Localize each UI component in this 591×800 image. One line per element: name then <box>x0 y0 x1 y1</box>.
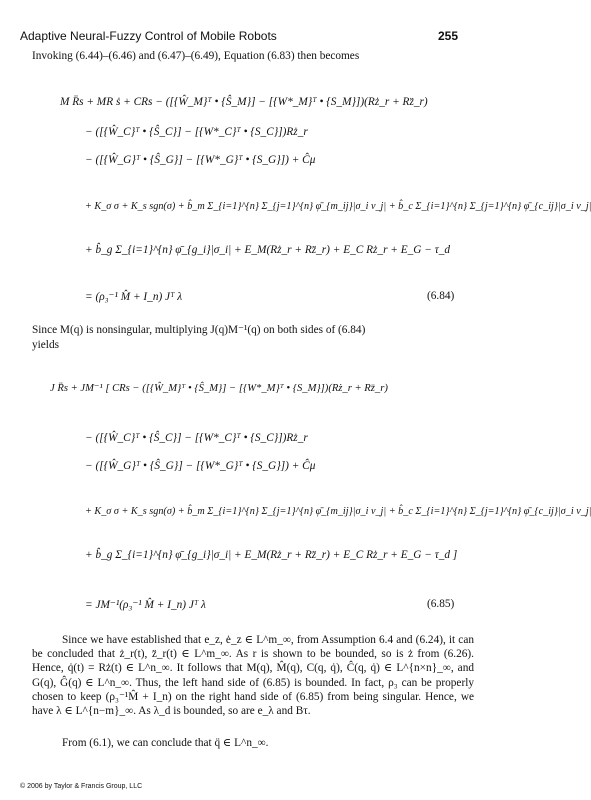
eq685-line6: = JM⁻¹(ρ₃⁻¹ M̂ + I_n) Jᵀ λ <box>85 599 206 611</box>
body-paragraph-2: From (6.1), we can conclude that q̈ ∈ L^n_∞. <box>62 737 269 749</box>
eq685-line3: − ([{Ŵ_G}ᵀ • {Ŝ_G}] − [{W*_G}ᵀ • {S_G}]) + Ĉμ <box>85 460 316 472</box>
body-paragraph-1: Since we have established that e_z, ė_z ∈ L^m_∞, from Assumption 6.4 and (6.24), it can be concluded that ż_r(t), z̈_r(t) ∈ L^m_∞. As r is shown to be bounded, so is ż from (6.26). Hence, q̇(t) = Rż(t) ∈ L^n_∞. It follows that M(q), M̂(q), C(q, q̇), Ĉ(q, q̇) ∈ L^{n×n}_∞, and G(q), Ĝ(q) ∈ L^n_∞. Thus, the left hand side of (6.85) is bounded. In fact, ρ₃ can be properly chosen to keep (ρ₃⁻¹M̂ + I_n) on the right hand side of (6.85) from being singular. Hence, we have λ ∈ L^{n−m}_∞. As λ_d is bounded, so are e_λ and Bτ. <box>32 634 474 718</box>
eq684-line2: − ([{Ŵ_C}ᵀ • {Ŝ_C}] − [{W*_C}ᵀ • {S_C}])Rż_r <box>85 126 308 138</box>
intro-line: Invoking (6.44)–(6.46) and (6.47)–(6.49), Equation (6.83) then becomes <box>32 50 360 62</box>
eq685-line2: − ([{Ŵ_C}ᵀ • {Ŝ_C}] − [{W*_C}ᵀ • {S_C}])Rż_r <box>85 432 308 444</box>
eq684-line6: = (ρ₃⁻¹ M̂ + I_n) Jᵀ λ <box>85 291 183 303</box>
since-line-1: Since M(q) is nonsingular, multiplying J(q)M⁻¹(q) on both sides of (6.84) <box>32 324 366 336</box>
copyright-footer: © 2006 by Taylor & Francis Group, LLC <box>20 783 143 790</box>
running-header-title: Adaptive Neural-Fuzzy Control of Mobile Robots <box>20 29 277 43</box>
eq684-line3: − ([{Ŵ_G}ᵀ • {Ŝ_G}] − [{W*_G}ᵀ • {S_G}]) + Ĉμ <box>85 154 316 166</box>
eq684-tag: (6.84) <box>427 290 455 302</box>
eq685-line5: + b̂_g Σ_{i=1}^{n} φ̄_{g_i}|σ_i| + E_M(Rż_r + Rz̈_r) + E_C Rż_r + E_G − τ_d ] <box>85 549 458 561</box>
page-number: 255 <box>437 29 458 43</box>
eq684-line5: + b̂_g Σ_{i=1}^{n} φ̄_{g_i}|σ_i| + E_M(Rż_r + Rz̈_r) + E_C Rż_r + E_G − τ_d <box>85 244 451 256</box>
eq685-line1: J R̈s + JM⁻¹ [ CRs − ([{Ŵ_M}ᵀ • {Ŝ_M}] − [{W*_M}ᵀ • {S_M}])(Rż_r + Rz̈_r) <box>50 383 388 394</box>
eq685-line4: + K_σ σ + K_s sgn(σ) + b̂_m Σ_{i=1}^{n} Σ_{j=1}^{n} φ̄_{m_ij}|σ_i ν_j| + b̂_c Σ_{i=1}^{n} Σ_{j=1}^{n} φ̄_{c_ij}|σ_i ν_j| <box>85 506 591 517</box>
eq685-tag: (6.85) <box>427 598 455 610</box>
since-line-2: yields <box>32 339 59 351</box>
eq684-line1: M R̈s + MR ṡ + CRs − ([{Ŵ_M}ᵀ • {Ŝ_M}] − [{W*_M}ᵀ • {S_M}])(Rż_r + Rz̈_r) <box>60 96 428 108</box>
eq684-line4: + K_σ σ + K_s sgn(σ) + b̂_m Σ_{i=1}^{n} Σ_{j=1}^{n} φ̄_{m_ij}|σ_i ν_j| + b̂_c Σ_{i=1}^{n} Σ_{j=1}^{n} φ̄_{c_ij}|σ_i ν_j| <box>85 201 591 212</box>
